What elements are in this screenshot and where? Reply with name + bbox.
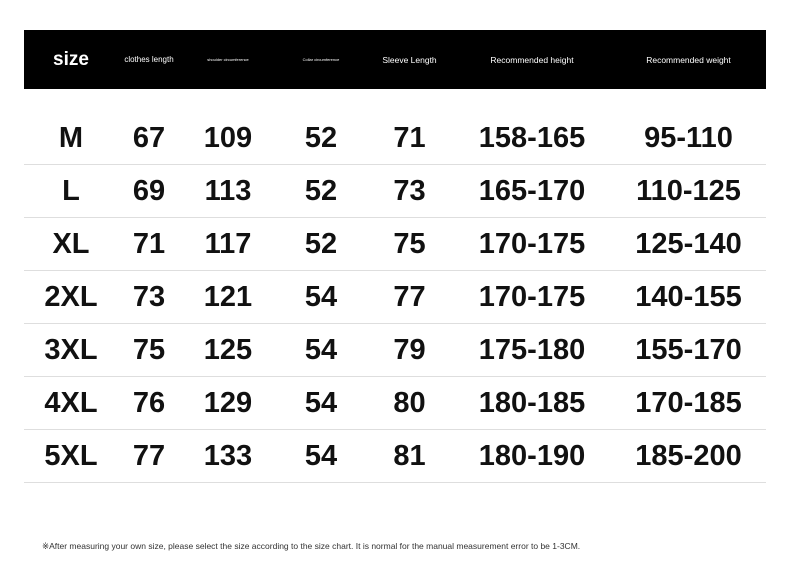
cell-sleeve: 73 xyxy=(393,174,426,207)
cell-size: 3XL xyxy=(44,333,98,366)
cell-weight: 95-110 xyxy=(644,121,733,154)
cell-collar: 54 xyxy=(304,439,338,472)
size-chart-body xyxy=(24,112,766,483)
table-row xyxy=(24,324,766,377)
cell-shoulder: 129 xyxy=(203,386,253,419)
cell-clothes-length: 73 xyxy=(132,280,166,313)
cell-size: L xyxy=(62,174,80,207)
cell-size: 4XL xyxy=(44,386,98,419)
header-collar-circumference: Collar circumference xyxy=(302,57,340,62)
cell-shoulder: 133 xyxy=(203,439,253,472)
cell-shoulder: 121 xyxy=(203,280,253,313)
header-sleeve-length: Sleeve Length xyxy=(382,54,437,65)
table-row xyxy=(24,377,766,430)
cell-height: 175-180 xyxy=(478,333,586,366)
cell-clothes-length: 71 xyxy=(132,227,166,260)
cell-collar: 54 xyxy=(304,386,338,419)
cell-collar: 52 xyxy=(304,121,338,154)
cell-clothes-length: 76 xyxy=(132,386,166,419)
cell-sleeve: 75 xyxy=(393,227,426,260)
cell-height: 180-185 xyxy=(478,386,586,419)
table-row xyxy=(24,271,766,324)
cell-sleeve: 80 xyxy=(393,386,426,419)
header-recommended-weight: Recommended weight xyxy=(646,54,731,65)
table-row xyxy=(24,430,766,483)
cell-collar: 54 xyxy=(304,280,338,313)
cell-clothes-length: 77 xyxy=(132,439,166,472)
cell-shoulder: 117 xyxy=(204,227,252,260)
header-clothes-length: clothes length xyxy=(124,55,174,64)
cell-sleeve: 79 xyxy=(393,333,426,366)
table-row xyxy=(24,165,766,218)
cell-sleeve: 77 xyxy=(393,280,426,313)
cell-size: 2XL xyxy=(44,280,98,313)
cell-clothes-length: 75 xyxy=(132,333,166,366)
measurement-footnote: ※After measuring your own size, please select the size according to the size chart. It is normal for the manual measurement error to be 1-3CM. xyxy=(42,541,581,551)
cell-height: 170-175 xyxy=(478,280,586,313)
cell-size: M xyxy=(58,121,84,154)
table-row xyxy=(24,112,766,165)
header-recommended-height: Recommended height xyxy=(490,54,574,65)
size-chart-header xyxy=(24,30,766,89)
cell-weight: 185-200 xyxy=(635,439,742,472)
cell-weight: 155-170 xyxy=(635,333,742,366)
cell-clothes-length: 69 xyxy=(132,174,166,207)
cell-sleeve: 71 xyxy=(393,121,426,154)
cell-weight: 170-185 xyxy=(635,386,742,419)
cell-size: 5XL xyxy=(44,439,98,472)
header-shoulder-circumference: shoulder circumference xyxy=(207,57,249,62)
cell-size: XL xyxy=(52,227,90,260)
cell-sleeve: 81 xyxy=(393,439,426,472)
cell-collar: 54 xyxy=(304,333,338,366)
cell-height: 180-190 xyxy=(478,439,586,472)
cell-shoulder: 125 xyxy=(203,333,253,366)
cell-weight: 110-125 xyxy=(636,174,741,207)
cell-shoulder: 113 xyxy=(204,174,252,207)
header-size: size xyxy=(53,48,89,70)
cell-collar: 52 xyxy=(304,174,338,207)
cell-weight: 140-155 xyxy=(635,280,742,313)
cell-height: 165-170 xyxy=(478,174,586,207)
table-row xyxy=(24,218,766,271)
size-chart xyxy=(24,30,766,483)
cell-height: 158-165 xyxy=(478,121,586,154)
cell-shoulder: 109 xyxy=(203,121,253,154)
cell-clothes-length: 67 xyxy=(132,121,166,154)
cell-collar: 52 xyxy=(304,227,338,260)
cell-weight: 125-140 xyxy=(635,227,742,260)
cell-height: 170-175 xyxy=(478,227,586,260)
